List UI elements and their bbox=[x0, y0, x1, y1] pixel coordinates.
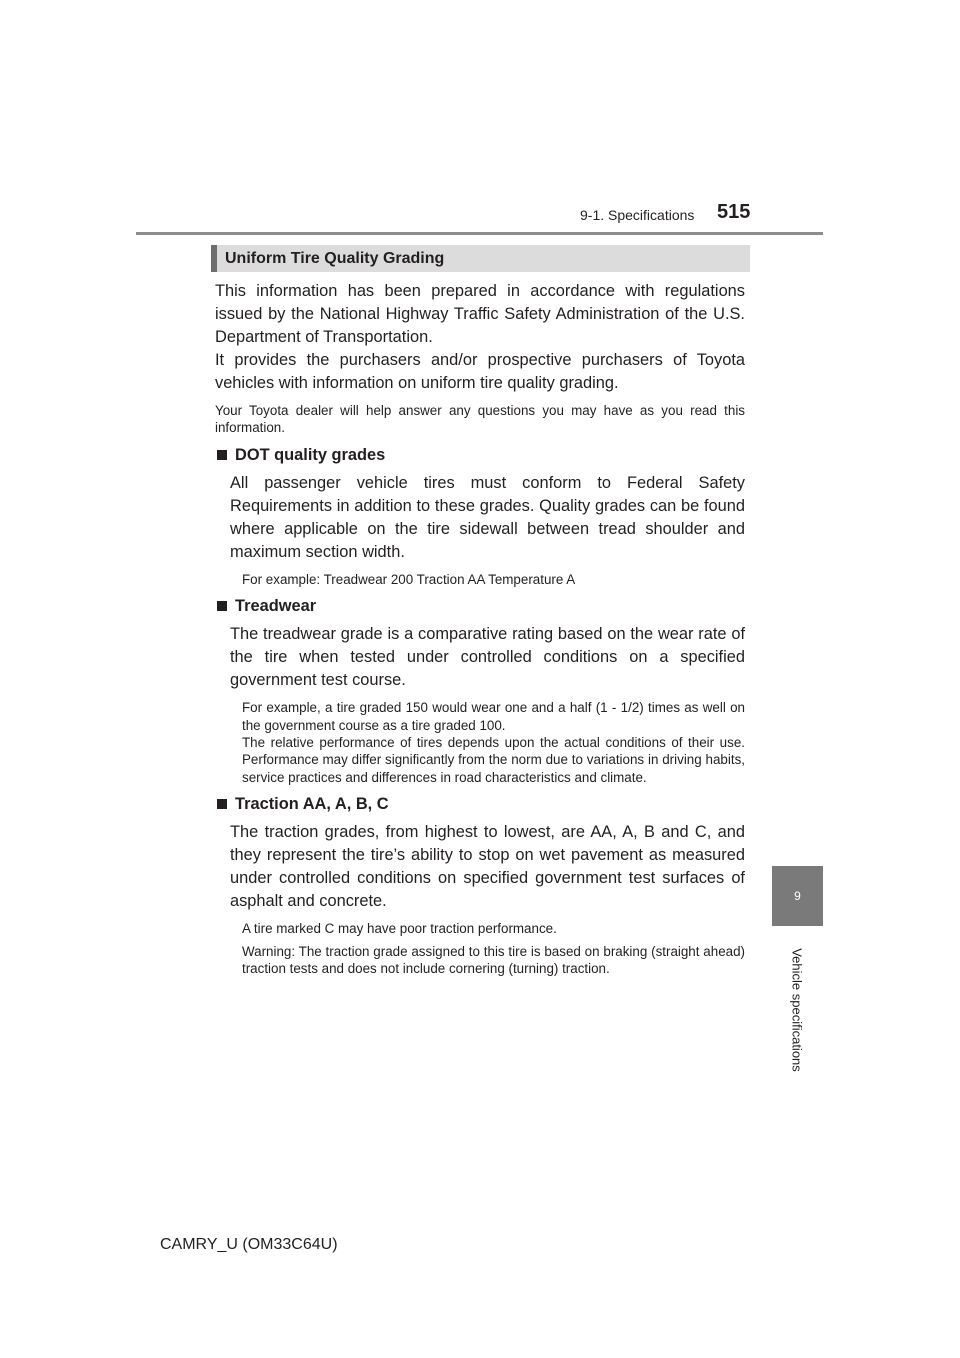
section-heading-text: Uniform Tire Quality Grading bbox=[225, 250, 445, 267]
treadwear-body: The treadwear grade is a comparative rating based on the wear rate of the tire when tested under controlled conditions on a specified government test course. bbox=[230, 625, 745, 690]
traction-note-1: A tire marked C may have poor traction performance. bbox=[242, 921, 557, 937]
section-heading bbox=[211, 245, 750, 272]
chapter-tab bbox=[772, 866, 823, 926]
traction-warning: Warning: The traction grade assigned to this tire is based on braking (straight ahead) traction tests and does not include cornering (turning) traction. bbox=[242, 943, 745, 977]
traction-body: The traction grades, from highest to lowest, are AA, A, B and C, and they represent the tire’s ability to stop on wet pavement as measured under controlled conditions on specified government test surfaces of asphalt and concrete. bbox=[230, 823, 745, 911]
header-section-title: 9-1. Specifications bbox=[580, 207, 695, 223]
chapter-number: 9 bbox=[794, 889, 801, 903]
traction-heading-text: Traction AA, A, B, C bbox=[235, 795, 389, 814]
dot-heading-text: DOT quality grades bbox=[235, 445, 386, 464]
treadwear-heading-text: Treadwear bbox=[235, 597, 317, 616]
header-rule bbox=[136, 232, 823, 235]
square-bullet-icon bbox=[217, 799, 227, 809]
footer-model-code: CAMRY_U (OM33C64U) bbox=[160, 1236, 338, 1253]
dot-example: For example: Treadwear 200 Traction AA Temperature A bbox=[242, 571, 576, 587]
chapter-title: Vehicle specifications bbox=[789, 948, 805, 1072]
traction-heading bbox=[215, 793, 745, 816]
page-content bbox=[215, 280, 745, 977]
intro-note: Your Toyota dealer will help answer any questions you may have as you read this information. bbox=[215, 403, 745, 436]
square-bullet-icon bbox=[217, 601, 227, 611]
treadwear-note-2: The relative performance of tires depends upon the actual conditions of their use. Performance may differ significantly from the norm due to variations in driving habits, service practices and differences in road characteristics and climate. bbox=[242, 735, 745, 785]
page-number: 515 bbox=[717, 201, 751, 223]
treadwear-heading bbox=[215, 595, 745, 618]
intro-paragraph-2: It provides the purchasers and/or prospective purchasers of Toyota vehicles with information on uniform tire quality grading. bbox=[215, 351, 745, 392]
dot-heading bbox=[215, 444, 745, 467]
intro-paragraph-1: This information has been prepared in accordance with regulations issued by the National Highway Traffic Safety Administration of the U.S. Department of Transportation. bbox=[215, 282, 745, 346]
square-bullet-icon bbox=[217, 450, 227, 460]
dot-body: All passenger vehicle tires must conform to Federal Safety Requirements in addition to these grades. Quality grades can be found where applicable on the tire sidewall between tread shoulder and maximum section width. bbox=[230, 473, 745, 561]
treadwear-note-1: For example, a tire graded 150 would wear one and a half (1 - 1/2) times as well on the government course as a tire graded 100. bbox=[242, 700, 745, 733]
